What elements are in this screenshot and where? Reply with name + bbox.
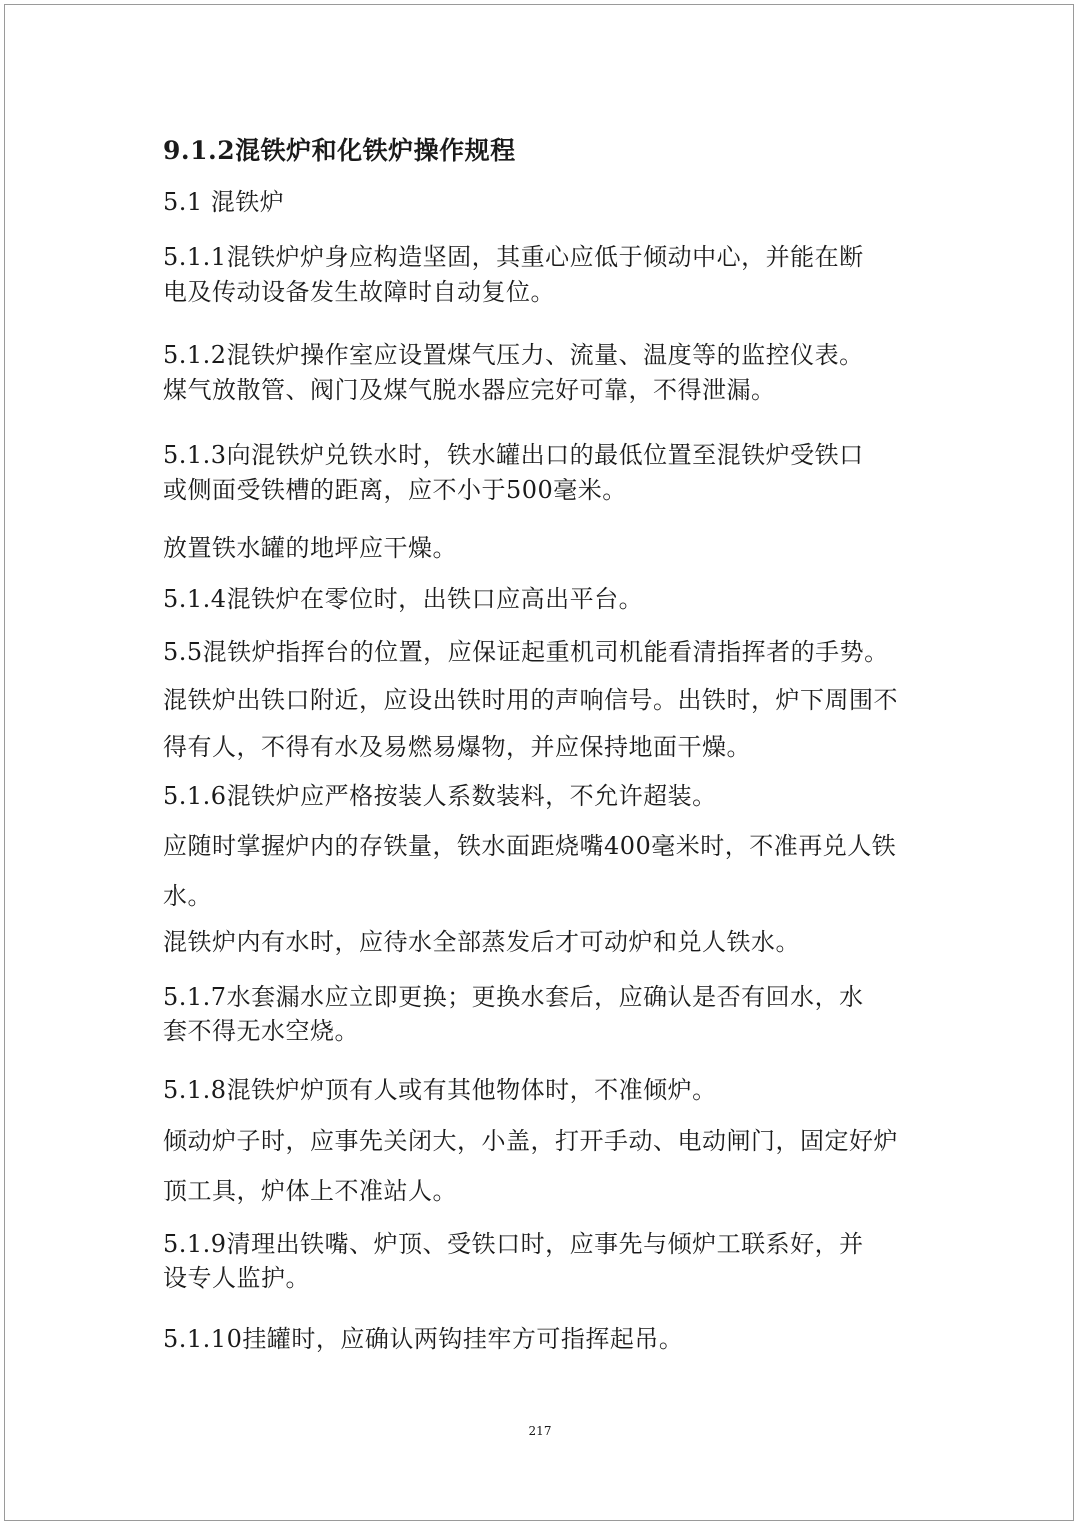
paragraph-line: 设专人监护。 — [163, 1264, 310, 1292]
paragraph-line: 混铁炉内有水时，应待水全部蒸发后才可动炉和兑人铁水。 — [163, 928, 800, 956]
paragraph-line: 放置铁水罐的地坪应干燥。 — [163, 534, 457, 562]
paragraph-line: 水。 — [163, 882, 212, 910]
paragraph-line: 5.1.9清理出铁嘴、炉顶、受铁口时，应事先与倾炉工联系好，并 — [163, 1230, 864, 1258]
paragraph-line: 5.1.10挂罐时，应确认两钩挂牢方可指挥起吊。 — [163, 1325, 684, 1353]
paragraph-line: 套不得无水空烧。 — [163, 1017, 359, 1045]
paragraph-line: 5.1.2混铁炉操作室应设置煤气压力、流量、温度等的监控仪表。 — [163, 341, 864, 369]
paragraph-line: 顶工具，炉体上不准站人。 — [163, 1177, 457, 1205]
paragraph-line: 混铁炉出铁口附近，应设出铁时用的声响信号。出铁时，炉下周围不 — [163, 686, 898, 714]
paragraph-line: 倾动炉子时，应事先关闭大，小盖，打开手动、电动闸门，固定好炉 — [163, 1127, 898, 1155]
paragraph-line: 煤气放散管、阀门及煤气脱水器应完好可靠，不得泄漏。 — [163, 376, 776, 404]
paragraph-line: 5.1 混铁炉 — [163, 188, 285, 216]
paragraph-line: 5.1.3向混铁炉兑铁水时，铁水罐出口的最低位置至混铁炉受铁口 — [163, 441, 864, 469]
paragraph-line: 得有人，不得有水及易燃易爆物，并应保持地面干燥。 — [163, 733, 751, 761]
section-title: 9.1.2混铁炉和化铁炉操作规程 — [163, 136, 516, 165]
paragraph-line: 5.5混铁炉指挥台的位置，应保证起重机司机能看清指挥者的手势。 — [163, 638, 889, 666]
paragraph-line: 5.1.7水套漏水应立即更换；更换水套后，应确认是否有回水，水 — [163, 983, 864, 1011]
paragraph-line: 电及传动设备发生故障时自动复位。 — [163, 278, 555, 306]
paragraph-line: 5.1.6混铁炉应严格按装人系数装料，不允许超装。 — [163, 782, 717, 810]
paragraph-line: 应随时掌握炉内的存铁量，铁水面距烧嘴400毫米时，不准再兑人铁 — [163, 832, 897, 860]
paragraph-line: 5.1.4混铁炉在零位时，出铁口应高出平台。 — [163, 585, 644, 613]
paragraph-line: 或侧面受铁槽的距离，应不小于500毫米。 — [163, 476, 627, 504]
page-number: 217 — [528, 1424, 552, 1438]
paragraph-line: 5.1.8混铁炉炉顶有人或有其他物体时，不准倾炉。 — [163, 1076, 717, 1104]
paragraph-line: 5.1.1混铁炉炉身应构造坚固，其重心应低于倾动中心，并能在断 — [163, 243, 864, 271]
